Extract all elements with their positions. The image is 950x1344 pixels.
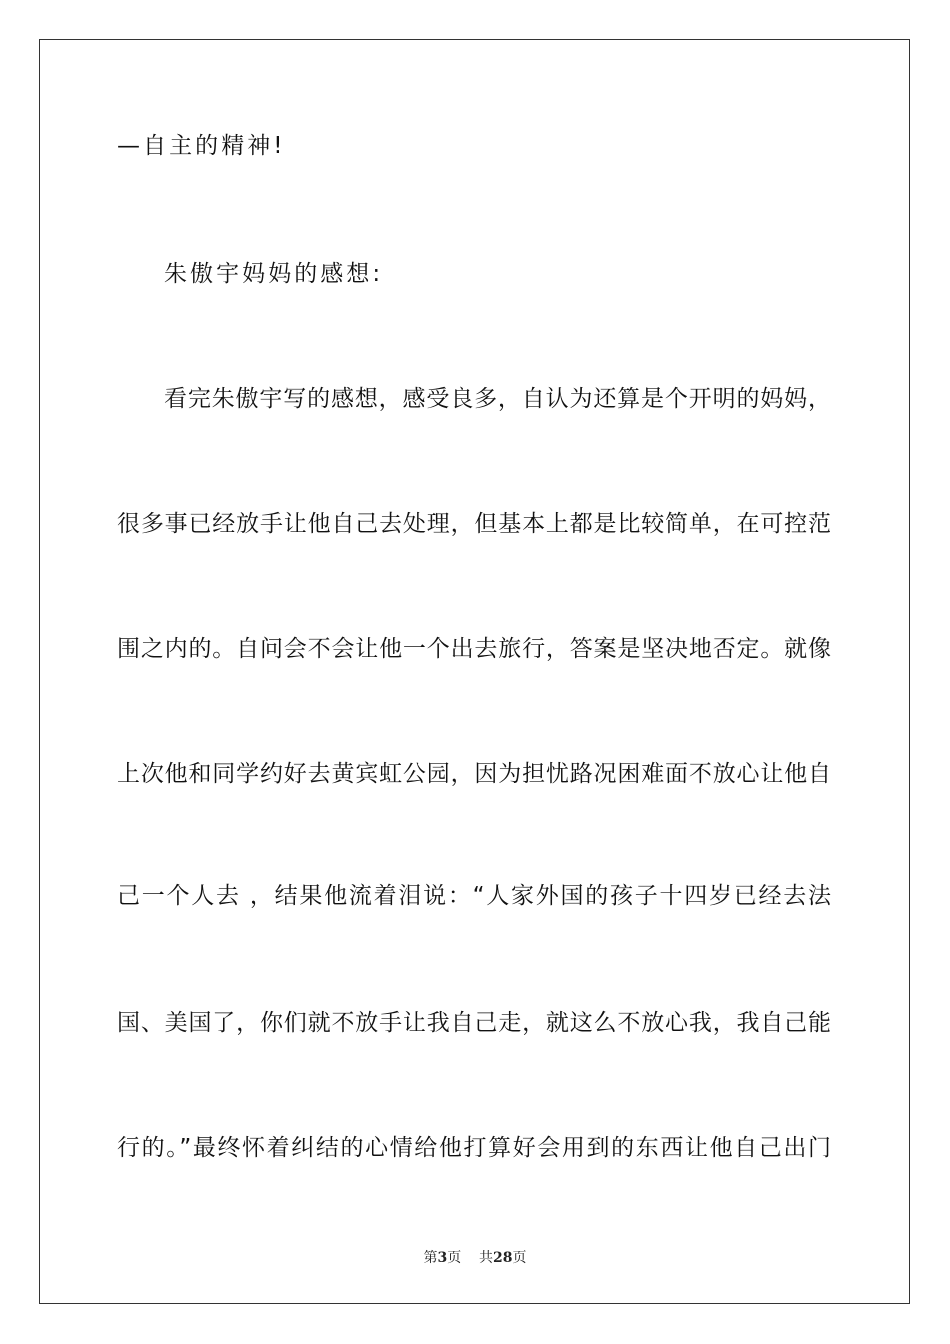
page-number: 3 [437, 1250, 448, 1266]
page-footer [0, 1247, 950, 1267]
page-suffix: 页 [447, 1250, 462, 1266]
text-line-5: 围之内的。自问会不会让他一个出去旅行，答案是坚决地否定。就像 [117, 636, 831, 662]
page-border [39, 39, 910, 1304]
text-line-3: 看完朱傲宇写的感想，感受良多，自认为还算是个开明的妈妈， [164, 386, 831, 412]
total-suffix: 页 [512, 1250, 527, 1266]
text-line-4: 很多事已经放手让他自己去处理，但基本上都是比较简单，在可控范 [117, 511, 831, 537]
text-line-7: 己一个人去 ，结果他流着泪说：“人家外国的孩子十四岁已经去法 [117, 883, 831, 909]
total-pages: 28 [493, 1250, 513, 1266]
text-line-2: 朱傲宇妈妈的感想: [164, 261, 384, 287]
text-line-6: 上次他和同学约好去黄宾虹公园，因为担忧路况困难面不放心让他自 [117, 761, 831, 787]
text-line-1: —自主的精神! [117, 133, 286, 159]
page-prefix: 第 [423, 1250, 438, 1266]
text-line-8: 国、美国了，你们就不放手让我自己走，就这么不放心我，我自己能 [117, 1010, 831, 1036]
total-prefix: 共 [479, 1250, 494, 1266]
text-line-9: 行的。”最终怀着纠结的心情给他打算好会用到的东西让他自己出门 [117, 1135, 831, 1161]
